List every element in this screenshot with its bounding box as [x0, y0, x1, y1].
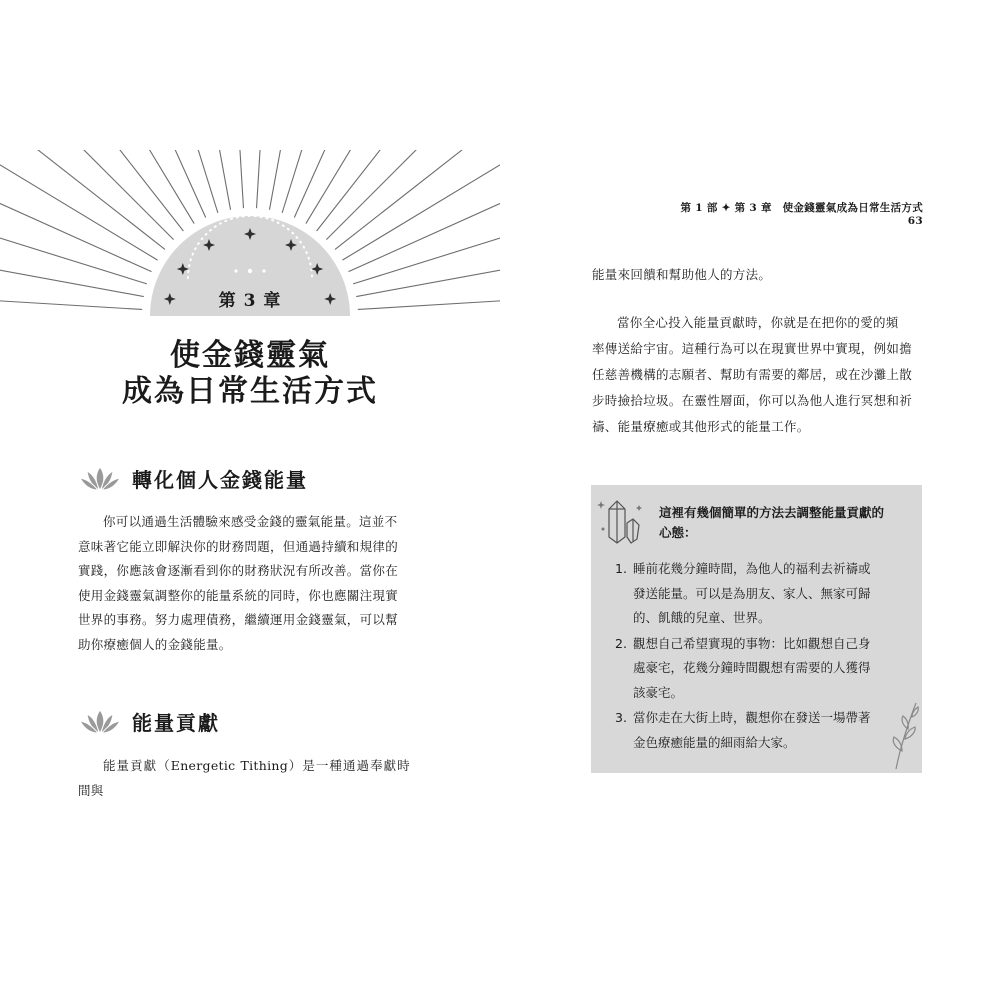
- sun-ray: [306, 150, 405, 224]
- sun-ray: [348, 176, 500, 271]
- line: 世界的事務。努力處理債務，繼續運用金錢靈氣，可以幫: [78, 612, 399, 627]
- line: 觀想自己希望實現的事物：比如觀想自己身: [633, 635, 871, 651]
- list-item-number: 1.: [615, 561, 627, 576]
- list-item-text: [633, 706, 905, 755]
- list-item: [615, 632, 905, 706]
- sun-ray: [0, 193, 152, 272]
- section-title-2: 能量貢獻: [132, 710, 220, 735]
- leaf-branch-icon: [890, 699, 920, 771]
- tips-list: [615, 557, 905, 756]
- line: 發送能量。可以是為朋友、家人、無家可歸: [633, 585, 871, 601]
- sun-ray: [353, 227, 500, 284]
- line: 實踐，你應該會逐漸看到你的財務狀況有所改善。當你在: [78, 563, 399, 578]
- section-2-paragraph: [78, 754, 410, 803]
- sun-ray: [149, 150, 218, 213]
- chapter-title-line-1: 使金錢靈氣: [170, 338, 330, 373]
- section-1-paragraph: [78, 510, 410, 657]
- running-head: [678, 200, 923, 227]
- line: 率傳送給宇宙。這種行為可以在現實世界中實現，例如擔: [592, 341, 913, 356]
- sun-ray: [229, 150, 243, 208]
- line: 睡前花幾分鐘時間，為他人的福利去祈禱或: [633, 561, 871, 576]
- sun-ray: [326, 150, 462, 240]
- line: 禱、能量療癒或其他形式的能量工作。: [592, 419, 810, 434]
- sun-ray: [317, 150, 460, 231]
- chapter-title: [60, 338, 440, 410]
- line: 你可以通過生活體驗來感受金錢的靈氣能量。這並不: [103, 514, 398, 529]
- line: 金色療癒能量的細雨給大家。: [633, 734, 796, 750]
- sun-ray: [335, 150, 500, 249]
- line: 心態：: [659, 525, 697, 540]
- sparkle-dot: [234, 269, 237, 272]
- sparkle-dot: [262, 269, 265, 272]
- sun-ray: [14, 150, 165, 249]
- line: 能量來回饋和幫助他人的方法。: [592, 267, 772, 282]
- tips-intro: [659, 503, 904, 543]
- sun-ray: [294, 150, 389, 218]
- chapter-title-line-2: 成為日常生活方式: [122, 374, 378, 409]
- crystal-icon: [595, 493, 647, 549]
- line: 當你走在大街上時，觀想你在發送一場帶著: [633, 710, 871, 725]
- lotus-icon: [78, 706, 122, 736]
- sun-ray: [358, 298, 500, 310]
- section-heading-1: [78, 461, 308, 495]
- page-number: 63: [907, 215, 923, 227]
- sun-ray: [257, 150, 269, 208]
- sun-ray: [0, 150, 158, 260]
- line: 當你全心投入能量貢獻時，你就是在把你的愛的頻: [617, 315, 899, 330]
- section-title-1: 轉化個人金錢能量: [132, 467, 308, 492]
- continued-paragraph: [592, 262, 922, 288]
- list-item-number: 2.: [615, 635, 627, 651]
- tithing-paragraph: [592, 310, 922, 440]
- sun-ray: [10, 150, 174, 240]
- line: 處豪宅，花幾分鐘時間觀想有需要的人獲得: [633, 660, 871, 675]
- sun-ray: [0, 262, 144, 297]
- line: 任慈善機構的志願者、幫助有需要的鄰居，或在沙灘上散: [592, 367, 913, 382]
- line: 該豪宅。: [633, 684, 684, 700]
- section-heading-2: [78, 704, 220, 738]
- line: 意味著它能立即解決你的財務問題，但通過持續和規律的: [78, 538, 399, 554]
- list-item-text: [633, 557, 905, 631]
- line: 這裡有幾個簡單的方法去調整能量貢獻的: [659, 505, 885, 520]
- sun-ray: [269, 150, 311, 210]
- line: 使用金錢靈氣調整你的能量系統的同時，你也應關注現實: [78, 587, 399, 603]
- list-item-text: [633, 632, 905, 706]
- tips-box: [591, 485, 922, 773]
- lotus-icon: [78, 463, 122, 493]
- sun-ray: [127, 150, 206, 218]
- line: 的、飢餓的兒童、世界。: [633, 610, 771, 625]
- line: 能量貢獻（Energetic Tithing）是一種通過奉獻時間與: [78, 758, 410, 798]
- sun-ray: [0, 295, 142, 309]
- line: 助你療癒個人的金錢能量。: [78, 636, 232, 652]
- line: 步時撿拾垃圾。在靈性層面，你可以為他人進行冥想和祈: [592, 393, 913, 408]
- list-item-number: 3.: [615, 710, 627, 725]
- right-page: [500, 0, 999, 999]
- list-item: [615, 557, 905, 631]
- sun-ray: [0, 215, 147, 284]
- sun-ray: [74, 150, 194, 224]
- sparkle-dot: [248, 269, 252, 273]
- list-item: [615, 706, 905, 755]
- running-head-text: 第 1 部 ✦ 第 3 章 使金錢靈氣成為日常生活方式: [680, 202, 923, 214]
- chapter-label: 第 3 章: [218, 291, 282, 311]
